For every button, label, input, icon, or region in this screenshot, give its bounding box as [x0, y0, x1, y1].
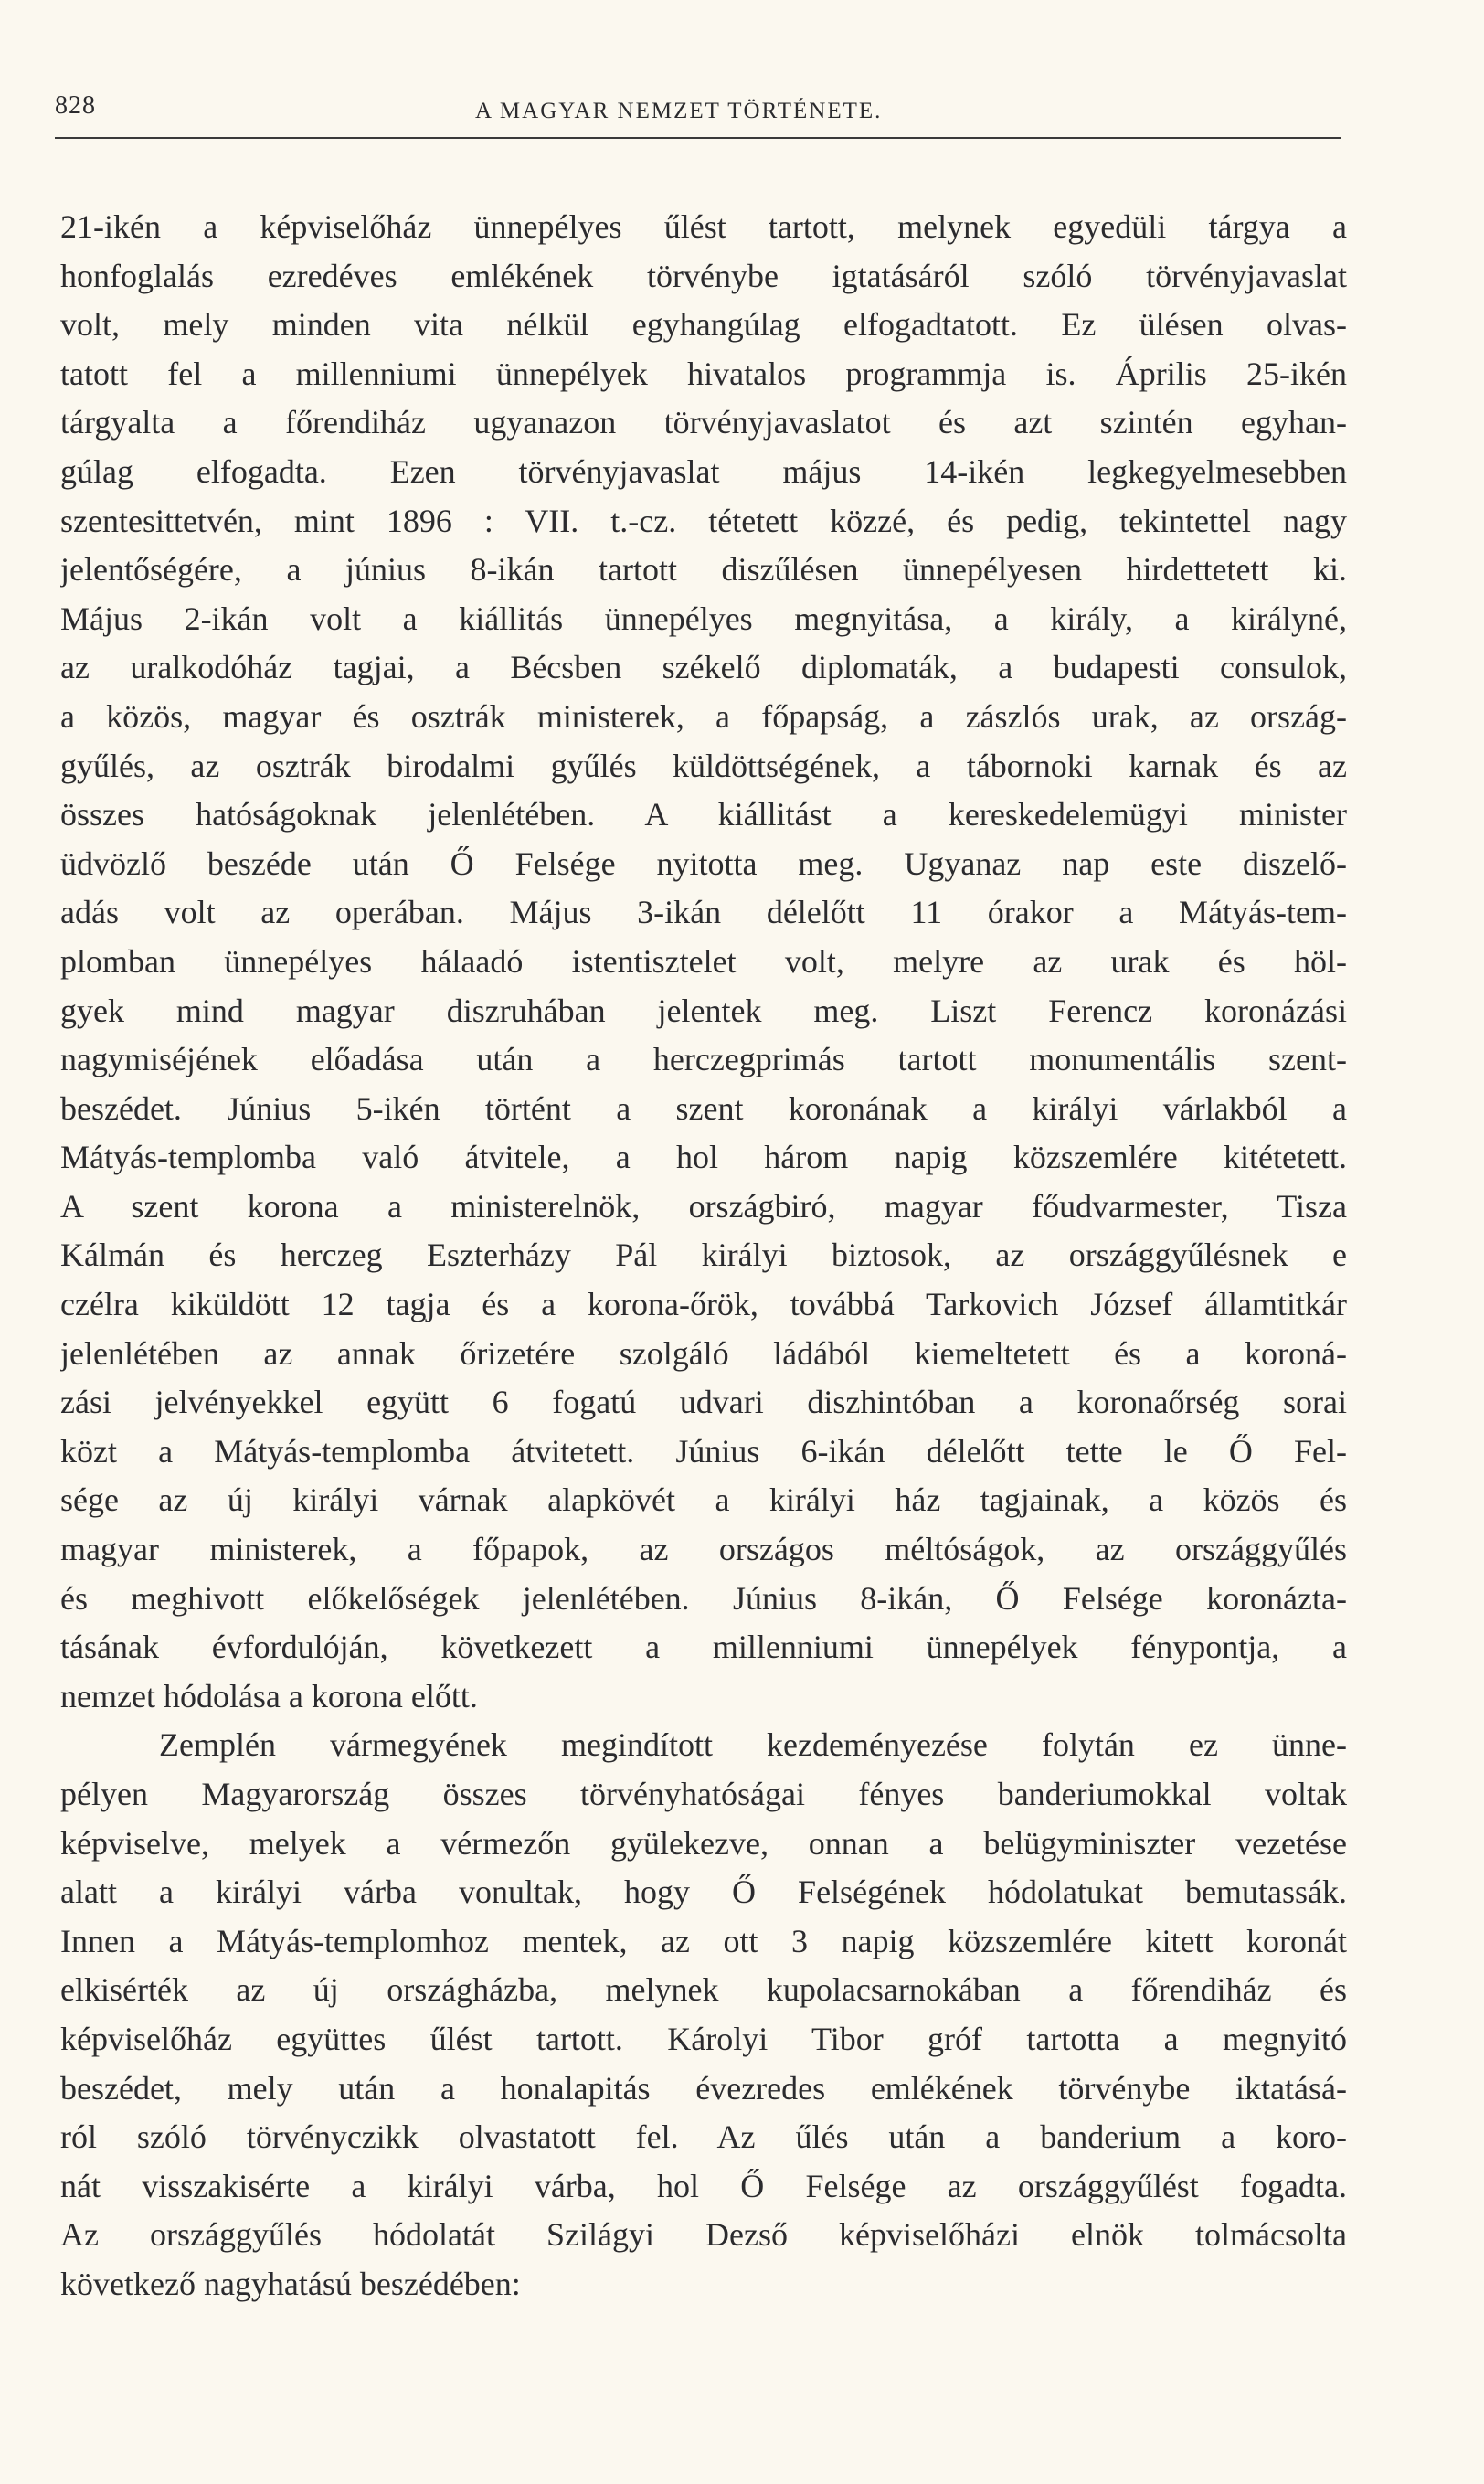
text-line: sége az új királyi várnak alapkövét a királyi ház tagjainak, a közös és: [60, 1481, 1347, 1519]
text-line: Innen a Mátyás-templomhoz mentek, az ott 3 napig közszemlére kitett koronát: [60, 1922, 1347, 1959]
text-line: tásának évfordulóján, következett a millenniumi ünnepélyek fénypontja, a: [60, 1629, 1347, 1666]
text-line: zási jelvényekkel együtt 6 fogatú udvari diszhintóban a koronaőrség sorai: [60, 1384, 1347, 1421]
page-number: 828: [55, 91, 96, 120]
text-line: nemzet hódolása a korona előtt.: [60, 1677, 478, 1714]
text-line: gyűlés, az osztrák birodalmi gyűlés küldöttségének, a tábornoki karnak és az: [60, 747, 1347, 784]
text-line: az uralkodóház tagjai, a Bécsben székelő diplomaták, a budapesti consulok,: [60, 649, 1347, 686]
text-line: A szent korona a ministerelnök, országbiró, magyar főudvarmester, Tisza: [60, 1187, 1347, 1225]
text-line: czélra kiküldött 12 tagja és a korona-őrök, továbbá Tarkovich József államtitkár: [60, 1286, 1347, 1323]
text-line: gyek mind magyar diszruhában jelentek meg. Liszt Ferencz koronázási: [60, 992, 1347, 1029]
text-line: alatt a királyi várba vonultak, hogy Ő Felségének hódolatukat bemutassák.: [60, 1874, 1347, 1911]
text-line: és meghivott előkelőségek jelenlétében. Június 8-ikán, Ő Felsége koronázta-: [60, 1579, 1347, 1617]
text-line: tatott fel a millenniumi ünnepélyek hivatalos programmja is. Április 25-ikén: [60, 355, 1347, 392]
text-line: tárgyalta a főrendiház ugyanazon törvényjavaslatot és azt szintén egyhan-: [60, 404, 1347, 441]
running-head: A MAGYAR NEMZET TÖRTÉNETE.: [475, 99, 883, 123]
text-line: Május 2-ikán volt a kiállitás ünnepélyes megnyitása, a király, a királyné,: [60, 600, 1347, 637]
text-line: képviselve, melyek a vérmezőn gyülekezve, onnan a belügyminiszter vezetése: [60, 1824, 1347, 1862]
text-line: képviselőház együttes űlést tartott. Károlyi Tibor gróf tartotta a megnyitó: [60, 2020, 1347, 2057]
text-line: gúlag elfogadta. Ezen törvényjavaslat május 14-ikén legkegyelmesebben: [60, 452, 1347, 490]
text-line: beszédet, mely után a honalapitás évezredes emlékének törvénybe iktatásá-: [60, 2069, 1347, 2107]
text-line: jelenlétében az annak őrizetére szolgáló ládából kiemeltetett és a koroná-: [60, 1334, 1347, 1372]
page-header: [55, 91, 1341, 137]
text-line: szentesittetvén, mint 1896 : VII. t.-cz. tétetett közzé, és pedig, tekintettel nagy: [60, 502, 1347, 539]
text-line: Mátyás-templomba való átvitele, a hol három napig közszemlére kitétetett.: [60, 1139, 1347, 1176]
text-line: Kálmán és herczeg Eszterházy Pál királyi biztosok, az országgyűlésnek e: [60, 1237, 1347, 1274]
text-line: elkisérték az új országházba, melynek kupolacsarnokában a főrendiház és: [60, 1971, 1347, 2009]
text-line: honfoglalás ezredéves emlékének törvénybe igtatásáról szóló törvényjavaslat: [60, 257, 1347, 294]
text-line: beszédet. Június 5-ikén történt a szent koronának a királyi várlakból a: [60, 1089, 1347, 1127]
text-line: nát visszakisérte a királyi várba, hol Ő Felsége az országgyűlést fogadta.: [60, 2167, 1347, 2204]
header-rule: [55, 137, 1341, 139]
text-line: adás volt az operában. Május 3-ikán délelőtt 11 órakor a Mátyás-tem-: [60, 894, 1347, 931]
text-line: jelentőségére, a június 8-ikán tartott diszűlésen ünnepélyesen hirdettetett ki.: [60, 551, 1347, 589]
text-line: üdvözlő beszéde után Ő Felsége nyitotta meg. Ugyanaz nap este diszelő-: [60, 844, 1347, 882]
text-line: nagymiséjének előadása után a herczegprimás tartott monumentális szent-: [60, 1041, 1347, 1078]
text-line: Az országgyűlés hódolatát Szilágyi Dezső képviselőházi elnök tolmácsolta: [60, 2216, 1347, 2254]
paragraph-start-line: Zemplén vármegyének megindított kezdeményezése folytán ez ünne-: [159, 1726, 1347, 1764]
text-line: pélyen Magyarország összes törvényhatóságai fényes banderiumokkal voltak: [60, 1776, 1347, 1812]
body-text: [60, 203, 1347, 2309]
text-line: plomban ünnepélyes hálaadó istentisztelet volt, melyre az urak és höl-: [60, 942, 1347, 980]
text-line: ról szóló törvényczikk olvastatott fel. Az űlés után a banderium a koro-: [60, 2118, 1347, 2156]
text-line: összes hatóságoknak jelenlétében. A kiállitást a kereskedelemügyi minister: [60, 796, 1347, 833]
text-line: volt, mely minden vita nélkül egyhangúlag elfogadtatott. Ez ülésen olvas-: [60, 306, 1347, 344]
text-line: következő nagyhatású beszédében:: [60, 2265, 521, 2302]
text-line: közt a Mátyás-templomba átvitetett. Június 6-ikán délelőtt tette le Ő Fel-: [60, 1432, 1347, 1470]
text-line: 21-ikén a képviselőház ünnepélyes űlést tartott, melynek egyedüli tárgya a: [60, 208, 1347, 245]
text-line: magyar ministerek, a főpapok, az országos méltóságok, az országgyűlés: [60, 1531, 1347, 1568]
text-line: a közös, magyar és osztrák ministerek, a főpapság, a zászlós urak, az ország-: [60, 697, 1347, 735]
